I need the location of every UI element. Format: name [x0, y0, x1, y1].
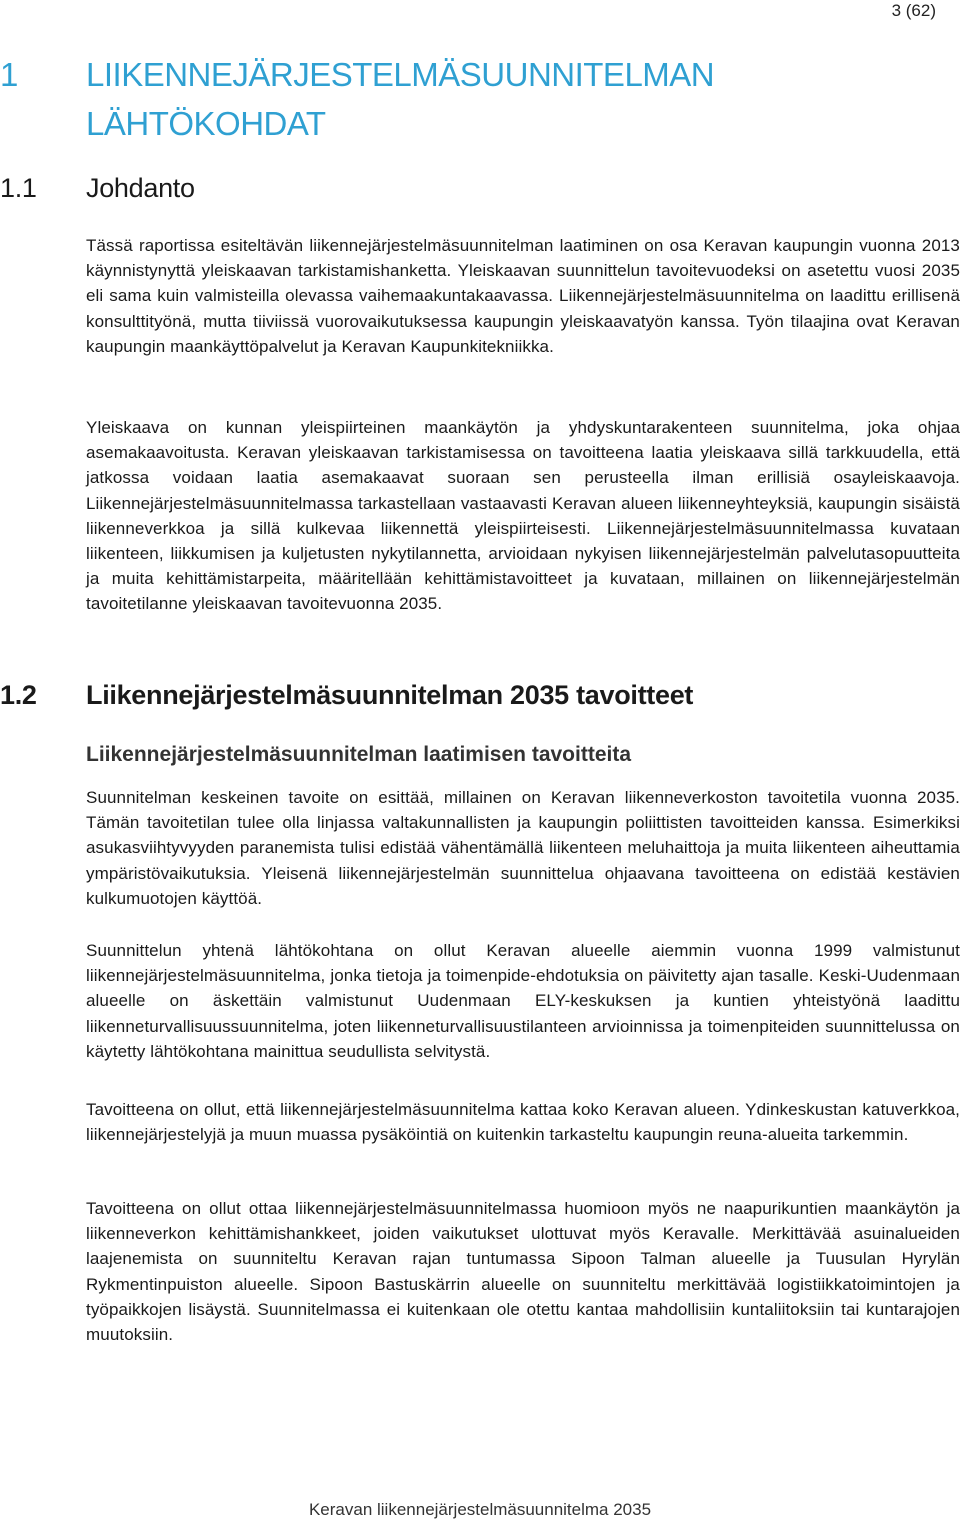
- paragraph: Tavoitteena on ollut, että liikennejärjestelmäsuunnitelma kattaa koko Keravan alueen. Ydinkeskustan katuverkkoa, liikennejärjestelyjä ja muun muassa pysäköintiä on kuitenkin tarkasteltu kaupungin reuna-alueita tarkemmin.: [86, 1100, 960, 1145]
- subheading: Liikennejärjestelmäsuunnitelman laatimisen tavoitteita: [86, 743, 632, 766]
- paragraph: Tässä raportissa esiteltävän liikennejärjestelmäsuunnitelman laatiminen on osa Keravan kaupungin vuonna 2013 käynnistynyttä yleiskaavan tarkistamishanketta. Yleiskaavan suunnittelun tavoitevuodeksi on asetettu vuosi 2035 eli sama kuin valmisteilla olevassa vaihemaakuntakaavassa. Liikennejärjestelmäsuunnitelma on laadittu erillisenä konsulttityönä, mutta tiiviissä vuorovaikutuksessa kaupungin yleiskaavatyön kanssa. Työn tilaajina ovat Keravan kaupungin maankäyttöpalvelut ja Keravan Kaupunkitekniikka.: [86, 236, 960, 356]
- section-title: Liikennejärjestelmäsuunnitelman 2035 tavoitteet: [86, 680, 694, 710]
- page-number: 3 (62): [891, 1, 936, 20]
- paragraph: Suunnittelun yhtenä lähtökohtana on ollut Keravan alueelle aiemmin vuonna 1999 valmistunut liikennejärjestelmäsuunnitelma, jonka tietoja ja toimenpide-ehdotuksia on päivitetty ajan tasalle. Keski-Uudenmaan alueelle on äskettäin valmistunut Uudenmaan ELY-keskuksen ja kuntien yhteistyönä laadittu liikenneturvallisuussuunnitelma, joten liikenneturvallisuustilanteen arvioinnissa ja toimenpiteiden suunnittelussa on käytetty lähtökohtana mainittua seudullista selvitystä.: [86, 941, 960, 1061]
- section-number: 1.1: [0, 173, 37, 203]
- paragraph: Suunnitelman keskeinen tavoite on esittää, millainen on Keravan liikenneverkoston tavoitetila vuonna 2035. Tämän tavoitetilan tulee olla linjassa valtakunnallisten ja kaupungin poliittisten tavoitteiden kanssa. Esimerkiksi asukasviihtyvyyden paranemista tulisi edistää vähentämällä liikenteen meluhaittoja ja muita liikenteen aiheuttamia ympäristövaikutuksia. Yleisenä liikennejärjestelmän suunnittelua ohjaavana tavoitteena on edistää kestävien kulkumuotojen käyttöä.: [86, 788, 960, 908]
- paragraph: Tavoitteena on ollut ottaa liikennejärjestelmäsuunnitelmassa huomioon myös ne naapurikuntien maankäytön ja liikenneverkon kehittämishankkeet, joiden vaikutukset ulottuvat myös Keravalle. Merkittävää asuinalueiden laajenemista on suunniteltu Keravan rajan tuntumassa Sipoon Talman alueelle ja Tuusulan Hyrylän Rykmentinpuiston alueelle. Sipoon Bastuskärrin alueelle on suunniteltu merkittävää logistiikkatoimintojen ja työpaikkojen lisäystä. Suunnitelmassa ei kuitenkaan ole otettu kantaa mahdollisiin kuntaliitoksiin tai kuntarajojen muutoksiin.: [86, 1199, 960, 1345]
- chapter-title: LIIKENNEJÄRJESTELMÄSUUNNITELMAN LÄHTÖKOHDAT: [86, 56, 715, 142]
- section-title: Johdanto: [86, 173, 195, 203]
- section-heading-1-2: [0, 677, 900, 713]
- section-number: 1.2: [0, 680, 37, 710]
- chapter-number: 1: [0, 56, 18, 93]
- paragraph: Yleiskaava on kunnan yleispiirteinen maankäytön ja yhdyskuntarakenteen suunnitelma, joka ohjaa asemakaavoitusta. Keravan yleiskaavan tarkistamisessa on tavoitteena laatia yleiskaava sillä tarkkuudella, että jatkossa voidaan laatia asemakaavat suoraan sen perusteella ilman erillisiä osayleiskaavoja. Liikennejärjestelmäsuunnitelmassa tarkastellaan vastaavasti Keravan alueen liikenneyhteyksiä, kaupungin sisäistä liikenneverkkoa ja sillä kulkevaa liikennettä yleispiirteisesti. Liikennejärjestelmäsuunnitelmassa kuvataan liikenteen, liikkumisen ja kuljetusten nykytilannetta, arvioidaan nykyisen liikennejärjestelmän palvelutasopuutteita ja muita kehittämistarpeita, määritellään kehittämistavoitteet ja kuvataan, millainen on liikennejärjestelmän tavoitetilanne yleiskaavan tavoitevuonna 2035.: [86, 418, 960, 614]
- page-footer: Keravan liikennejärjestelmäsuunnitelma 2035: [308, 1500, 652, 1519]
- section-heading-1-1: [0, 170, 900, 206]
- chapter-heading: [0, 50, 900, 148]
